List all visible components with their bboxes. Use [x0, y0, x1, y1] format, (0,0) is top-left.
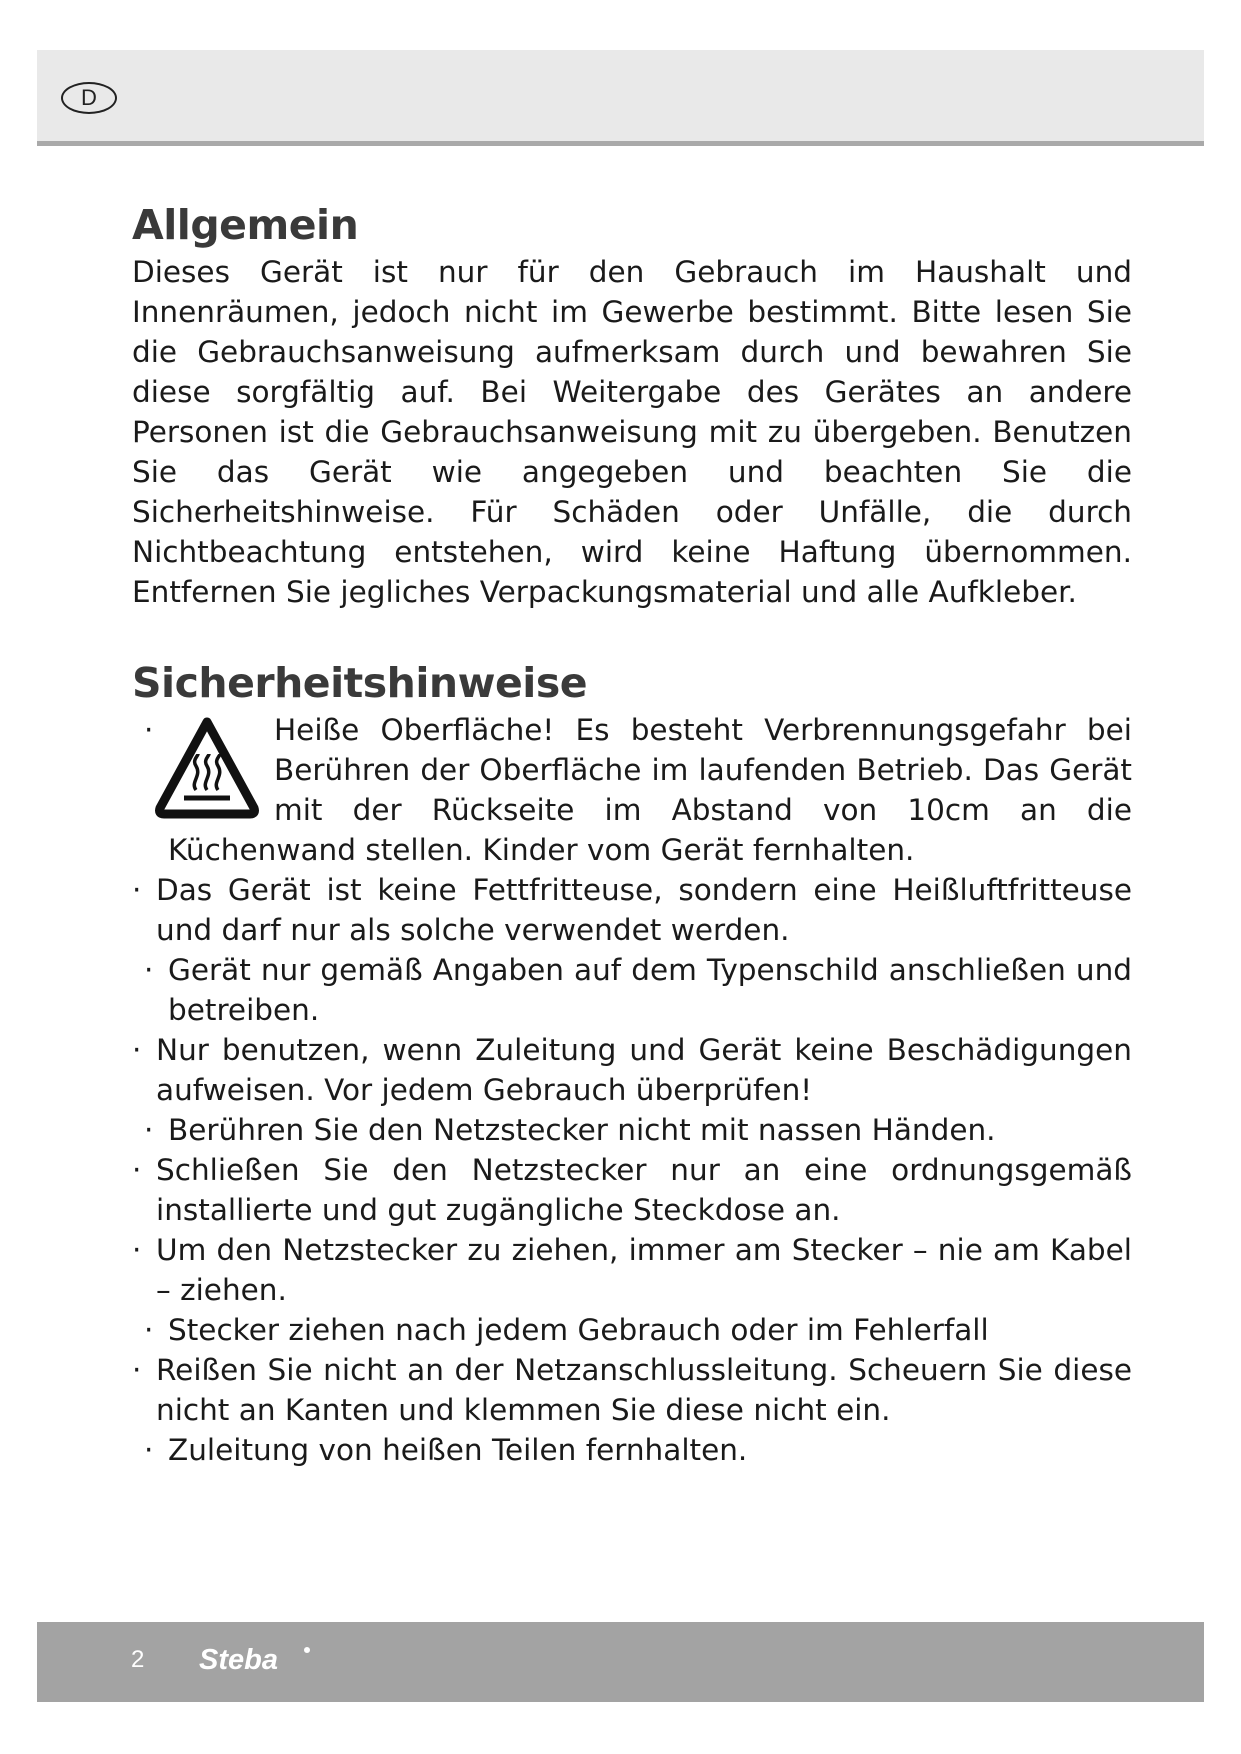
steba-logo-icon [197, 1642, 313, 1678]
hot-surface-warning-icon [154, 714, 260, 824]
list-item: · Das Gerät ist keine Fettfritteuse, sondern eine Heißluftfritteuse und darf nur als solche verwendet werden. [132, 870, 1132, 950]
safety-list [132, 710, 1132, 1470]
list-item: · Berühren Sie den Netzstecker nicht mit nassen Händen. [132, 1110, 1132, 1150]
hot-surface-warning-text: Heiße Oberfläche! Es besteht Verbrennungsgefahr bei Berühren der Oberfläche im laufenden Betrieb. Das Gerät mit der Rückseite im Abstand von 10cm an die Küchenwand stellen. Kinder vom Gerät fernhalten. [168, 713, 1132, 867]
section-title-general: Allgemein [132, 201, 359, 249]
list-item: · Stecker ziehen nach jedem Gebrauch oder im Fehlerfall [132, 1310, 1132, 1350]
list-item: · Gerät nur gemäß Angaben auf dem Typenschild anschließen und betreiben. [132, 950, 1132, 1030]
page-header [37, 50, 1204, 146]
list-item: · Um den Netzstecker zu ziehen, immer am Stecker – nie am Kabel – ziehen. [132, 1230, 1132, 1310]
section-general [132, 200, 1132, 612]
list-item: · Schließen Sie den Netzstecker nur an eine ordnungsgemäß installierte und gut zugängliche Steckdose an. [132, 1150, 1132, 1230]
list-item: · Reißen Sie nicht an der Netzanschlussleitung. Scheuern Sie diese nicht an Kanten und klemmen Sie diese nicht ein. [132, 1350, 1132, 1430]
general-paragraph: Dieses Gerät ist nur für den Gebrauch im Haushalt und Innenräumen, jedoch nicht im Gewerbe bestimmt. Bitte lesen Sie die Gebrauchsanweisung aufmerksam durch und bewahren Sie diese sorgfältig auf. Bei Weitergabe des Gerätes an andere Personen ist die Gebrauchsanweisung mit zu übergeben. Benutzen Sie das Gerät wie angegeben und beachten Sie die Sicherheitshinweise. Für Schäden oder Unfälle, die durch Nichtbeachtung entstehen, wird keine Haftung übernommen. Entfernen Sie jegliches Verpackungsmaterial und alle Aufkleber. [132, 255, 1132, 609]
list-item [132, 710, 1132, 870]
page-number: 2 [131, 1646, 145, 1673]
brand-name: Steba [199, 1644, 278, 1676]
section-title-safety: Sicherheitshinweise [132, 659, 588, 707]
page-content [132, 200, 1132, 1470]
list-item: · Nur benutzen, wenn Zuleitung und Gerät keine Beschädigungen aufweisen. Vor jedem Gebrauch überprüfen! [132, 1030, 1132, 1110]
language-badge: D [61, 82, 117, 114]
page-footer [37, 1622, 1204, 1702]
section-safety [132, 658, 1132, 1470]
list-item: · Zuleitung von heißen Teilen fernhalten. [132, 1430, 1132, 1470]
